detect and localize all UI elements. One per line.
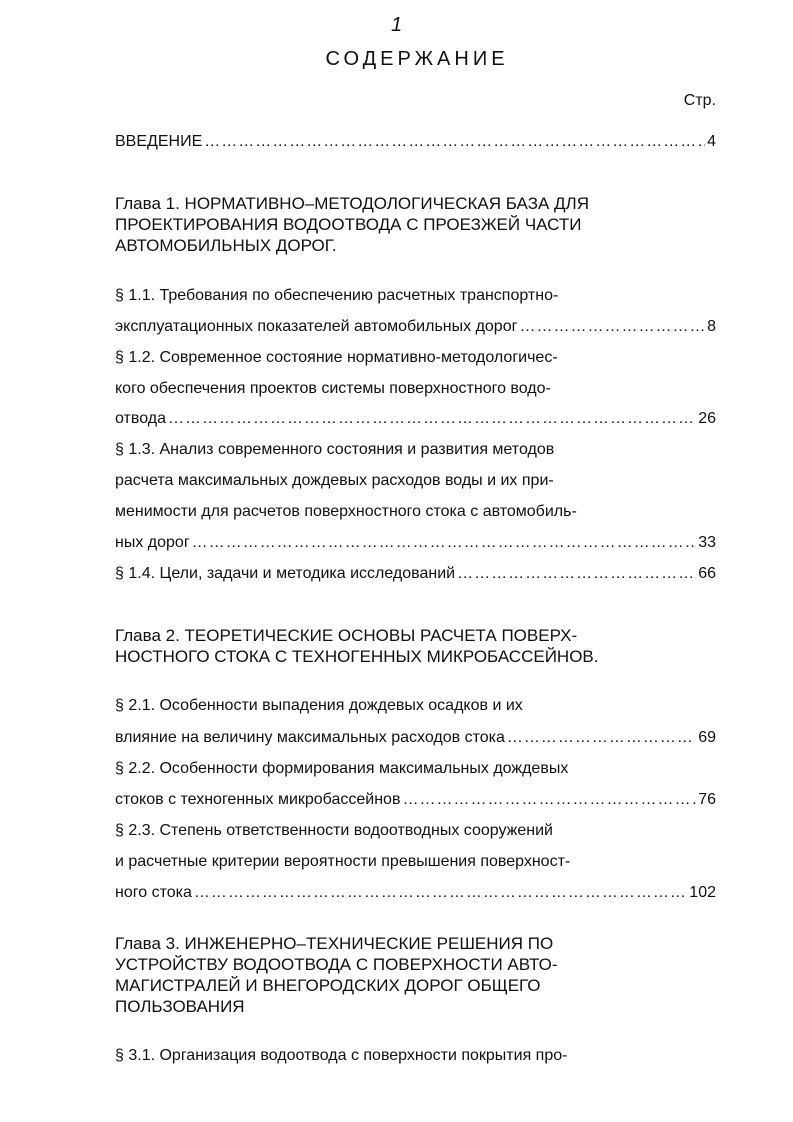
toc-page-number: 4 <box>707 133 716 150</box>
toc-page-number: 66 <box>698 565 716 582</box>
chapter-heading-line: Глава 2. ТЕОРЕТИЧЕСКИЕ ОСНОВЫ РАСЧЕТА ПОВЕРХ- <box>115 626 578 645</box>
leader-dots <box>168 408 696 430</box>
toc-entry-line: менимости для расчетов поверхностного стока с автомобиль- <box>115 503 577 520</box>
toc-entry-2-2 <box>115 789 716 811</box>
toc-page-number: 8 <box>707 318 716 335</box>
toc-entry-text: стоков с техногенных микробассейнов <box>115 791 401 808</box>
leader-dots <box>402 789 696 811</box>
toc-page-number: 102 <box>689 884 716 901</box>
toc-entry-line: § 2.2. Особенности формирования максимальных дождевых <box>115 760 569 777</box>
toc-entry-line: § 1.1. Требования по обеспечению расчетных транспортно- <box>115 287 559 304</box>
toc-entry-text: ного стока <box>115 884 192 901</box>
toc-entry-line: и расчетные критерии вероятности превышения поверхност- <box>115 853 571 870</box>
leader-dots <box>507 727 696 749</box>
leader-dots <box>519 316 705 338</box>
toc-entry-line: § 2.1. Особенности выпадения дождевых осадков и их <box>115 697 523 714</box>
chapter-heading-line: Глава 1. НОРМАТИВНО–МЕТОДОЛОГИЧЕСКАЯ БАЗА ДЛЯ <box>115 194 589 213</box>
leader-dots <box>192 532 697 554</box>
leader-dots <box>204 131 705 153</box>
leader-dots <box>457 563 696 585</box>
toc-entry-line: § 3.1. Организация водоотвода с поверхности покрытия про- <box>115 1047 568 1064</box>
toc-page-number: 26 <box>698 410 716 427</box>
chapter-heading-line: АВТОМОБИЛЬНЫХ ДОРОГ. <box>115 236 337 255</box>
chapter-heading-line: ПОЛЬЗОВАНИЯ <box>115 997 245 1016</box>
leader-dots <box>194 882 687 904</box>
toc-entry-line: § 1.2. Современное состояние нормативно-методологичес- <box>115 349 558 366</box>
toc-page-number: 69 <box>698 729 716 746</box>
toc-entry-text: отвода <box>115 410 166 427</box>
toc-entry-text: ВВЕДЕНИЕ <box>115 133 203 150</box>
toc-entry-text: ных дорог <box>115 534 190 551</box>
chapter-heading-line: УСТРОЙСТВУ ВОДООТВОДА С ПОВЕРХНОСТИ АВТО- <box>115 955 558 974</box>
chapter-heading-line: ПРОЕКТИРОВАНИЯ ВОДООТВОДА С ПРОЕЗЖЕЙ ЧАСТИ <box>115 215 582 234</box>
toc-entry-line: кого обеспечения проектов системы поверхностного водо- <box>115 380 551 397</box>
chapter-heading-2 <box>115 625 635 667</box>
chapter-heading-line: МАГИСТРАЛЕЙ И ВНЕГОРОДСКИХ ДОРОГ ОБЩЕГО <box>115 976 541 995</box>
toc-entry-text: § 1.4. Цели, задачи и методика исследований <box>115 565 456 582</box>
toc-entry-intro <box>115 131 716 153</box>
toc-entry-1-3 <box>115 532 716 554</box>
toc-page-number: 76 <box>698 791 716 808</box>
page-title: СОДЕРЖАНИЕ <box>325 48 509 70</box>
toc-entry-1-1 <box>115 316 716 338</box>
chapter-heading-3 <box>115 933 635 1017</box>
toc-entry-text: эксплуатационных показателей автомобильных дорог <box>115 318 518 335</box>
chapter-heading-line: НОСТНОГО СТОКА С ТЕХНОГЕННЫХ МИКРОБАССЕЙНОВ. <box>115 647 599 666</box>
toc-entry-line: расчета максимальных дождевых расходов воды и их при- <box>115 472 554 489</box>
toc-page-number: 33 <box>698 534 716 551</box>
toc-entry-line: § 1.3. Анализ современного состояния и развития методов <box>115 441 555 458</box>
page-number: 1 <box>390 14 403 36</box>
toc-entry-2-3 <box>115 882 716 904</box>
toc-entry-text: влияние на величину максимальных расходов стока <box>115 729 505 746</box>
chapter-heading-1 <box>115 193 635 256</box>
toc-entry-1-4 <box>115 563 716 585</box>
page-column-label: Стр. <box>683 92 716 109</box>
toc-entry-2-1 <box>115 727 716 749</box>
toc-entry-line: § 2.3. Степень ответственности водоотводных сооружений <box>115 822 553 839</box>
chapter-heading-line: Глава 3. ИНЖЕНЕРНО–ТЕХНИЧЕСКИЕ РЕШЕНИЯ ПО <box>115 934 554 953</box>
toc-entry-1-2 <box>115 408 716 430</box>
